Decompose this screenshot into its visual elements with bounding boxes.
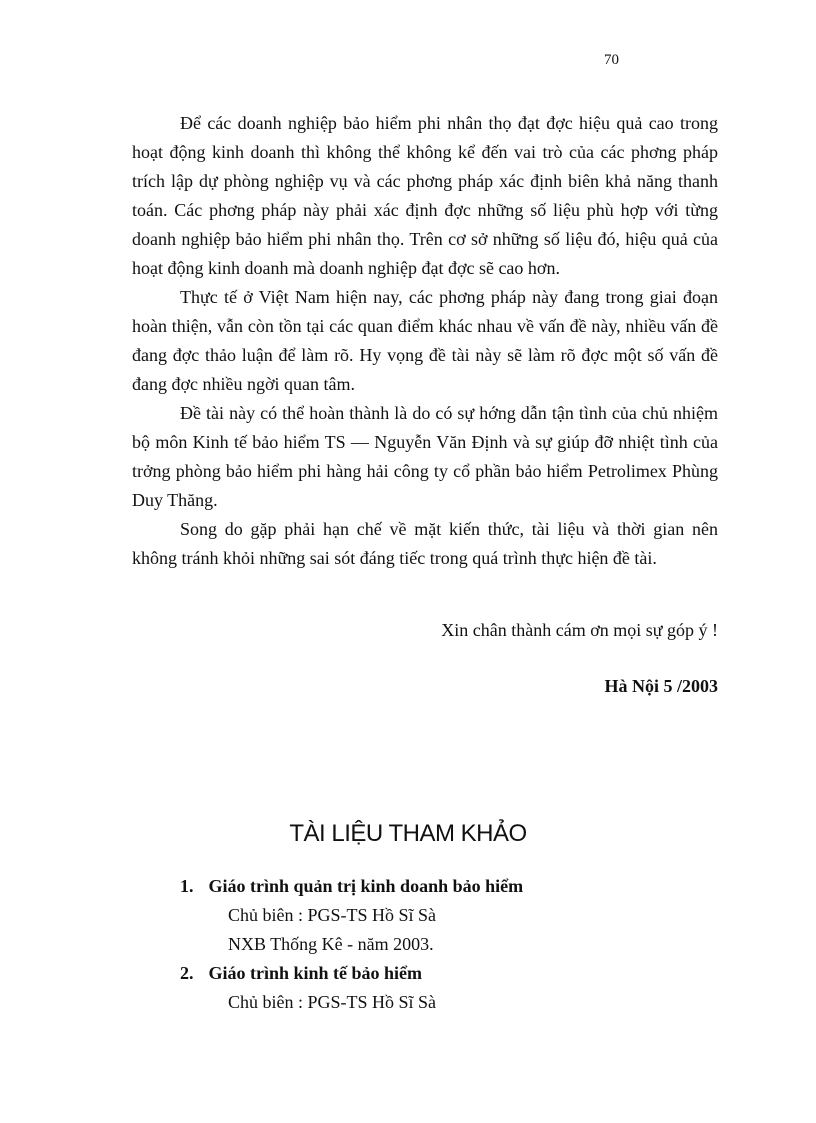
reference-detail: Chủ biên : PGS-TS Hồ Sĩ Sà — [228, 905, 437, 925]
paragraph: Thực tế ở Việt Nam hiện nay, các phơng pháp này đang trong giai đoạn hoàn thiện, vẫn còn tồn tại các quan điểm khác nhau về vấn đề này, nhiều vấn đề đang đợc thảo luận để làm rõ. Hy vọng đề tài này sẽ làm rõ đợc một số vấn đề đang đợc nhiều ngời quan tâm. — [132, 287, 718, 394]
reference-detail: Chủ biên : PGS-TS Hồ Sĩ Sà — [228, 992, 437, 1012]
paragraph: Song do gặp phải hạn chế về mặt kiến thức, tài liệu và thời gian nên không tránh khỏi những sai sót đáng tiếc trong quá trình thực hiện đề tài. — [132, 519, 718, 568]
reference-detail: NXB Thống Kê - năm 2003. — [228, 934, 434, 954]
references-heading: TÀI LIỆU THAM KHẢO — [289, 820, 527, 847]
references-list — [180, 872, 700, 1017]
paragraph: Đề tài này có thể hoàn thành là do có sự hớng dẫn tận tình của chủ nhiệm bộ môn Kinh tế bảo hiểm TS — Nguyễn Văn Định và sự giúp đỡ nhiệt tình của trởng phòng bảo hiểm phi hàng hải công ty cổ phần bảo hiểm Petrolimex Phùng Duy Thăng. — [132, 403, 718, 510]
date-line: Hà Nội 5 /2003 — [604, 676, 718, 696]
body-text — [132, 109, 718, 573]
thanks-line: Xin chân thành cám ơn mọi sự góp ý ! — [441, 620, 718, 640]
reference-item — [180, 959, 700, 988]
reference-number: 1. — [180, 876, 194, 896]
reference-title: Giáo trình kinh tế bảo hiểm — [208, 963, 423, 983]
reference-number: 2. — [180, 963, 194, 983]
paragraph: Để các doanh nghiệp bảo hiểm phi nhân thọ đạt đợc hiệu quả cao trong hoạt động kinh doanh thì không thể không kể đến vai trò của các phơng pháp trích lập dự phòng nghiệp vụ và các phơng pháp xác định biên khả năng thanh toán. Các phơng pháp này phải xác định đợc những số liệu phù hợp với từng doanh nghiệp bảo hiểm phi nhân thọ. Trên cơ sở những số liệu đó, hiệu quả của hoạt động kinh doanh mà doanh nghiệp đạt đợc sẽ cao hơn. — [132, 113, 718, 278]
page-number: 70 — [604, 52, 619, 68]
reference-item — [180, 872, 700, 901]
reference-title: Giáo trình quản trị kinh doanh bảo hiểm — [208, 876, 524, 896]
